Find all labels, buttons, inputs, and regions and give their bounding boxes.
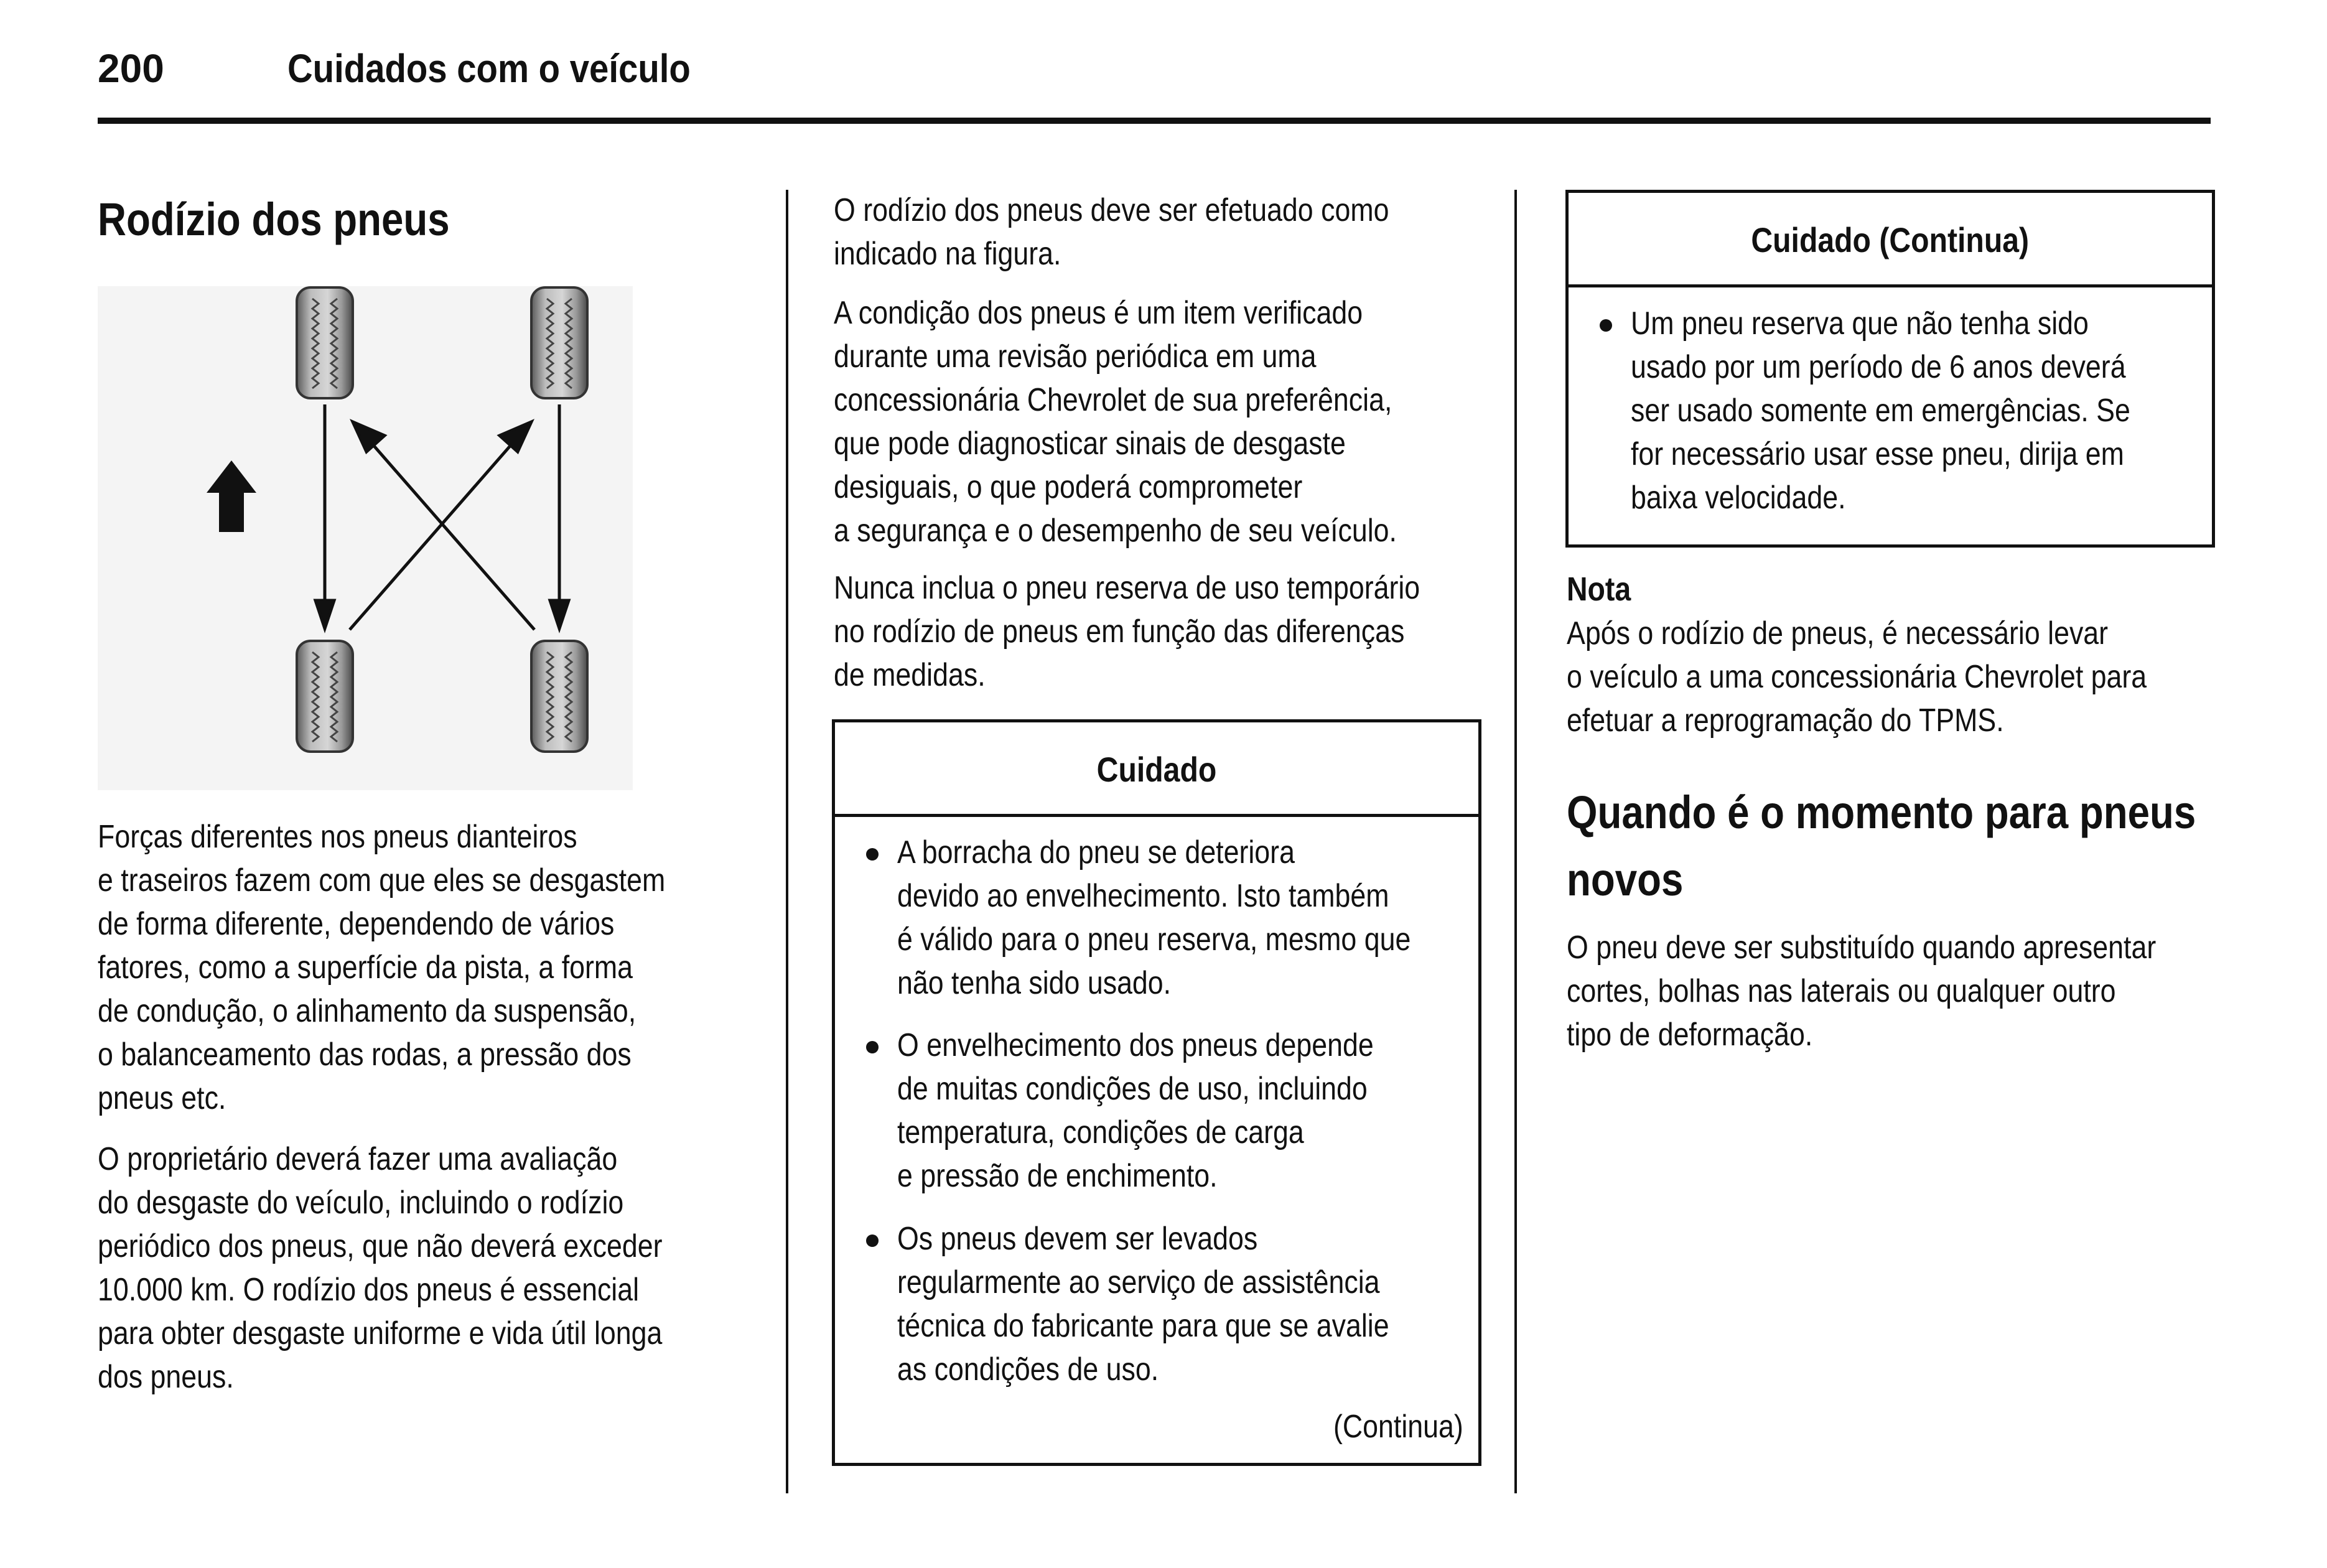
paragraph: Forças diferentes nos pneus dianteiros e traseiros fazem com que eles se desgastem de forma diferente, dependendo de vários fatores, como a superfície da pista, a forma de condução, o alinhamento da suspensão, o balanceamento das rodas, a pressão dos pneus etc. (98, 819, 666, 1116)
paragraph: O proprietário deverá fazer uma avaliação do desgaste do veículo, incluindo o rodízio periódico dos pneus, que não deverá exceder 10.000 km. O rodízio dos pneus é essencial para obter desgaste uniforme e vida útil longa dos pneus. (98, 1141, 663, 1395)
tire-icon (297, 641, 353, 752)
bullet-item: A borracha do pneu se deteriora devido ao envelhecimento. Isto também é válido para o pneu reserva, mesmo que não tenha sido usado. (897, 834, 1411, 1001)
tire-icon (297, 287, 353, 398)
column-divider (786, 190, 788, 1493)
tire-rotation-diagram (98, 274, 633, 790)
heading-new-tires: Quando é o momento para pneus novos (1567, 786, 2196, 905)
paragraph: O rodízio dos pneus deve ser efetuado como indicado na figura. (834, 192, 1389, 272)
box-divider (1569, 284, 2212, 287)
page-number: 200 (98, 46, 164, 91)
note-label: Nota (1567, 571, 1631, 608)
box-divider (835, 814, 1478, 817)
tire-icon (531, 287, 587, 398)
bullet-icon (866, 1041, 879, 1053)
paragraph: A condição dos pneus é um item verificado durante uma revisão periódica em uma concessionária Chevrolet de sua preferência, que pode diagnosticar sinais de desgaste desiguais, o que poderá comprometer a segurança e o desempenho de seu veículo. (834, 295, 1397, 549)
header-rule (98, 118, 2211, 124)
bullet-item: Os pneus devem ser levados regularmente ao serviço de assistência técnica do fabricante para que se avalie as condições de uso. (897, 1221, 1389, 1388)
note-text: Após o rodízio de pneus, é necessário levar o veículo a uma concessionária Chevrolet para efetuar a reprogramação do TPMS. (1567, 615, 2147, 739)
paragraph: Nunca inclua o pneu reserva de uso temporário no rodízio de pneus em função das diferenças de medidas. (834, 570, 1420, 693)
caution-box (832, 719, 1481, 1466)
column-divider (1514, 190, 1517, 1493)
bullet-icon (866, 1234, 879, 1247)
bullet-icon (866, 848, 879, 861)
caution-title: Cuidado (1096, 750, 1217, 789)
bullet-icon (1600, 319, 1612, 332)
heading-tire-rotation: Rodízio dos pneus (98, 194, 450, 245)
section-title: Cuidados com o veículo (287, 46, 691, 91)
bullet-item: O envelhecimento dos pneus depende de muitas condições de uso, incluindo temperatura, condições de carga e pressão de enchimento. (897, 1027, 1374, 1194)
caution-continued-title: Cuidado (Continua) (1751, 220, 2030, 259)
paragraph: O pneu deve ser substituído quando apresentar cortes, bolhas nas laterais ou qualquer outro tipo de deformação. (1567, 930, 2157, 1053)
caution-continued-box (1565, 190, 2215, 548)
tire-icon (531, 641, 587, 752)
bullet-item: Um pneu reserva que não tenha sido usado por um período de 6 anos deverá ser usado somente em emergências. Se for necessário usar esse pneu, dirija em baixa velocidade. (1631, 306, 2130, 516)
continues-label: (Continua) (1333, 1409, 1463, 1445)
